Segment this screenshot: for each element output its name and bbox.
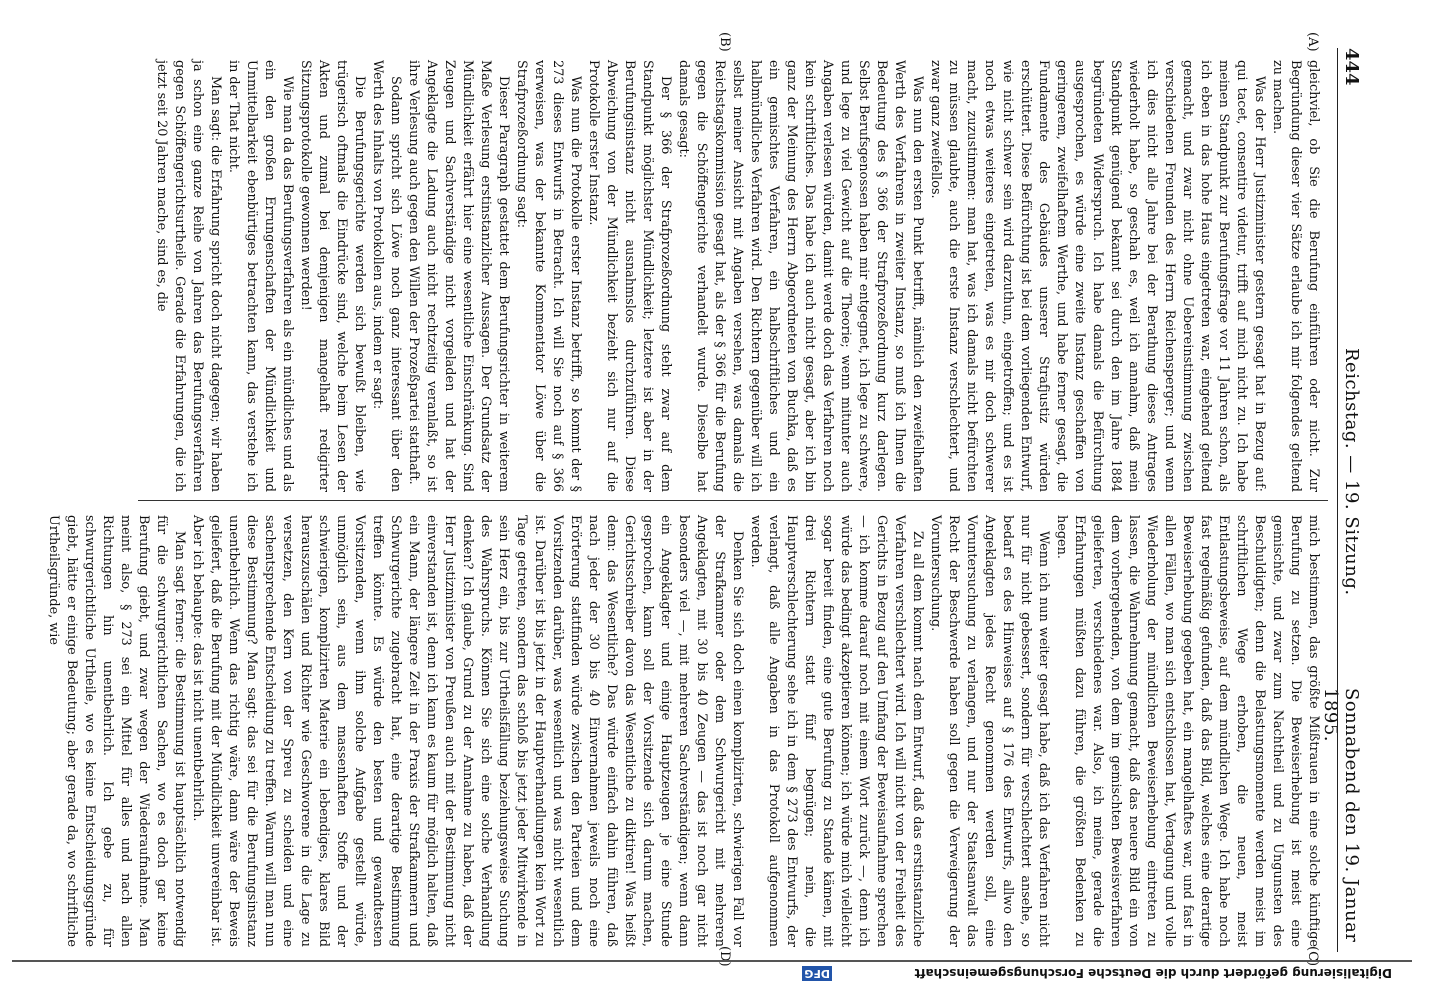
paragraph: Der § 366 der Strafprozeßordnung steht zwar auf dem Standpunkt möglichster Mündlichkeit; letztere ist aber in der Berufungsinstanz nicht ausnahmslos durchzuführen. Diese Abweichung von der Mündlichkeit bezieht sich nur auf die Protokolle erster Instanz. xyxy=(586,60,673,492)
page-header xyxy=(1320,48,1362,952)
paragraph: Zu all dem kommt nach dem Entwurf, daß das erstinstanzliche Verfahren verschlechtert wird. Ich will nicht von der Freiheit des Gerichts in Bezug auf den Umfang der Beweisaufnahme sprechen — ich komme darauf noch mit einem Wort zurück —, denn ich würde das bedingt akzeptieren können; ich würde mich vielleicht sogar bereit finden, eine gute Berufung zu Stande kämen, mit drei Richtern statt fünf begnügen; nein, die Hauptverschlechterung sehe ich in dem § 273 des Entwurfs, der verlangt, daß alle Angaben in das Protokoll aufgenommen werden. xyxy=(748,515,925,947)
paragraph: Sodann spricht sich Löwe noch ganz interessant über den Werth des Inhalts von Protokollen aus, indem er sagt: xyxy=(370,60,403,492)
paragraph: Wie man da das Berufungsverfahren als ein mündliches und als ein den großen Errungenschaften der Mündlichkeit und Unmittelbarkeit ebenbürtiges betrachten kann, das verstehe ich in der That nicht. xyxy=(226,60,295,492)
paragraph: Die Berufungsgerichte werden sich bewußt bleiben, wie trügerisch oftmals die Eindrücke sind, welche beim Lesen der Akten und zumal bei demjenigen mangelhaft redigirter Sitzungsprotokolle gewonnen werden! xyxy=(298,60,367,492)
column-divider xyxy=(138,500,1328,501)
paragraph: gleichviel, ob Sie die Berufung einführen oder nicht. Zur Begründung dieser vier Sätze erlaube ich mir folgendes geltend zu machen. xyxy=(1270,60,1321,492)
paragraph: Dieser Paragraph gestattet dem Berufungsrichter in weiterem Maße Verlesung erstinstanzlicher Aussagen. Der Grundsatz der Mündlichkeit erfährt hier eine wesentliche Einschränkung. Sind Zeugen und Sachverständige nicht vorgeladen und hat der Angeklagte die Ladung auch nicht rechtzeitig veranlaßt, so ist ihre Verlesung auch gegen den Willen der Prozeßpartei statthaft. xyxy=(406,60,511,492)
marker-a: (A) xyxy=(1305,32,1320,52)
digitization-sidebar xyxy=(12,960,1412,992)
page-number: 444 xyxy=(1341,48,1362,86)
session-date: Sonnabend den 19. Januar 1895. xyxy=(1320,688,1362,943)
session-title: Reichstag. — 19. Sitzung. xyxy=(1341,348,1362,596)
right-column xyxy=(46,515,1322,947)
paragraph: mich bestimmen, das größte Mißtrauen in eine solche künftige Berufung zu setzen. Die Beweiserhebung ist meist eine gemischte, und zwar zum Nachtheil und zu Ungunsten des Beschuldigten; denn die Belastungsmomente werden meist im schriftlichen Wege erhoben, die neuen, meist Entlastungsbeweise, auf dem mündlichen Wege. Ich habe noch fast regelmäßig gefunden, daß das Bild, welches eine derartige Beweiserhebung gegeben hat, ein mangelhaftes war, und fast in allen Fällen, wo man sich entschlossen hat, Vertagung und volle Wiederholung der mündlichen Beweiserhebung eintreten zu lassen, die Wahrnehmung gemacht, daß das neuere Bild ein von dem vorhergehenden, von dem im gemischten Beweisverfahren gelieferten, verschiedenes war. Also, ich meine, gerade die Erfahrungen müßten dazu führen, die größten Bedenken zu hegen. xyxy=(1054,515,1321,947)
marker-b: (B) xyxy=(717,32,732,52)
paragraph: Man sagt ferner: die Bestimmung ist hauptsächlich notwendig für die schwurgerichtlichen Sachen, wo es doch gar keine Berufung giebt, und zwar wegen der Wiederaufnahme. Man meint also, § 273 sei ein Mittel für alles und nach allen Richtungen hin unentbehrlich. Ich gebe zu, für schwurgerichtliche Urtheile, wo es keine Entscheidungsgründe giebt, hätte er einige Bedeutung; aber gerade da, wo schriftliche Urtheilsgründe, wie xyxy=(46,515,187,947)
paragraph: Was nun die Protokolle erster Instanz betrifft, so kommt der § 273 dieses Entwurfs in Betracht. Ich will Sie noch auf § 366 verweisen, was der bekannte Kommentator Löwe über die Strafprozeßordnung sagt: xyxy=(514,60,583,492)
dfg-logo-icon: DFG xyxy=(804,967,830,980)
paragraph: Man sagt: die Erfahrung spricht doch nicht dagegen; wir haben ja schon eine ganze Reihe von Jahren das Berufungsverfahren gegen Schöffengerichtsurtheile. Gerade die Erfahrungen, die ich jetzt seit 20 Jahren mache, sind es, die xyxy=(154,60,223,492)
paragraph: Was nun den ersten Punkt betrifft, nämlich den zweifelhaften Werth des Verfahrens in zweiter Instanz, so muß ich Ihnen die Bedeutung des § 366 der Strafprozeßordnung kurz darlegen. Selbst Berufsgenossen haben mir entgegnet, ich lege zu schwere, und lege zu viel Gewicht auf die Theorie; wenn mitunter auch Angaben verlesen würden, damit werde doch das Verfahren noch kein schriftliches. Das habe ich auch nicht gesagt, aber ich bin ganz der Meinung des Herrn Abgeordneten von Buchka, daß es ein gemischtes Verfahren, ein halbschriftliches und ein halbmündliches Verfahren wird. Den Richtern gegenüber will ich selbst meiner Ansicht mit Angaben versehen, was damals die Reichstagskommission gesagt hat, als der § 366 für die Berufung gegen die Schöffengerichte verhandelt wurde. Dieselbe hat damals gesagt: xyxy=(676,60,925,492)
marker-d: (D) xyxy=(717,946,732,967)
paragraph: Wenn ich nun weiter gesagt habe, daß ich das Verfahren nicht nur für nicht gebessert, sondern für verschlechtert ansehe, so bedarf es des Hinweises auf § 176 des Entwurfs, allwo den Angeklagten jedes Recht genommen werden soll, eine Voruntersuchung zu verlangen, und nur der Staatsanwalt das Recht der Beschwerde haben soll gegen die Verweigerung der Voruntersuchung. xyxy=(928,515,1051,947)
left-column xyxy=(142,60,1322,492)
digitization-credit: Digitalisierung gefördert durch die Deutsche Forschungsgemeinschaft xyxy=(914,966,1392,980)
paragraph: Was der Herr Justizminister gestern gesagt hat in Bezug auf: qui tacet, consentire videtur, trifft auf mich nicht zu. Ich habe meinen Standpunkt zur Berufungsfrage vor 11 Jahren schon, als ich eben in das hohe Haus eingetreten war, eingehend geltend gemacht, und zwar nicht ohne Uebereinstimmung zwischen verschiedenen Freunden des Herrn Reichensperger; und wenn ich dies nicht alle Jahre bei der Berathung dieses Antrages wiederholt habe, so geschah es, weil ich annahm, daß mein Standpunkt genügend bekannt sei durch den im Jahre 1884 begründeten Widerspruch. Ich habe damals die Befürchtung ausgesprochen, es würde eine zweite Instanz geschaffen von geringerem, zweifelhaftem Werthe, und habe ferner gesagt, die Fundamente des Gebäudes unserer Strafjustiz würden erschüttert. Diese Befürchtung ist bei dem vorliegenden Entwurf, wie nicht schwer sein wird darzuthun, eingetroffen; und es ist noch etwas weiteres eingetreten, was es mir doch schwerer macht, zuzustimmen: man hat, was ich damals nicht befürchten zu müssen glaubte, auch die erste Instanz verschlechtert, und zwar ganz zweifellos. xyxy=(928,60,1267,492)
paragraph: Denken Sie sich doch einen komplizirten, schwierigen Fall vor der Strafkammer oder dem Schwurgericht mit mehreren Angeklagten, mit 30 bis 40 Zeugen — das ist noch gar nicht besonders viel —, mit mehreren Sachverständigen; wenn dann ein Angeklagter und einige Hauptzeugen je eine Stunde gesprochen, kann soll der Vorsitzende sich darum machen, Gerichtsschreiber davon das Wesentliche zu diktiren! Was heißt denn: das Wesentliche? Das würde einfach dahin führen, daß nach jeder der 30 bis 40 Einvernahmen jeweils noch eine Erörterung stattfinden würde zwischen den Parteien und dem Vorsitzenden darüber, was wesentlich und was nicht wesentlich ist. Darüber ist bis jetzt in der Hauptverhandlungen kein Wort zu Tage getreten, sondern das schloß bis jetzt jeder Mitwirkende in sein Herz ein, bis zur Urtheilsfällung beziehungsweise Suchung des Wahrspruchs. Können Sie sich eine solche Verhandlung denken? Ich glaube, Grund zu der Annahme zu haben, daß der Herr Justizminister von Preußen auch mit der Bestimmung nicht einverstanden ist, denn ich kann es kaum für möglich halten, daß ein Mann, der längere Zeit in der Praxis der Strafkammern und Schwurgerichte zugebracht hat, eine derartige Bestimmung treffen könnte. Es würde den besten und gewandtesten Vorsitzenden, wenn ihm solche Aufgabe gestellt würde, unmöglich sein, aus dem massenhaften Stoffe und der schwierigen, komplizirten Materie ein lebendiges, klares Bild herauszuschälen und Richter wie Geschworene in die Lage zu versetzen, den Kern von der Spreu zu scheiden und eine sachentsprechende Entscheidung zu treffen. Warum will man nun diese Bestimmung? Man sagt: das sei für die Berufungsinstanz unentbehrlich. Wenn das richtig wäre, dann wäre der Beweis geliefert, daß die Berufung mit der Mündlichkeit unvereinbar ist. Aber ich behaupte: das ist nicht unentbehrlich. xyxy=(190,515,745,947)
marker-c: (C) xyxy=(1305,946,1320,967)
header-rule xyxy=(1337,48,1338,952)
